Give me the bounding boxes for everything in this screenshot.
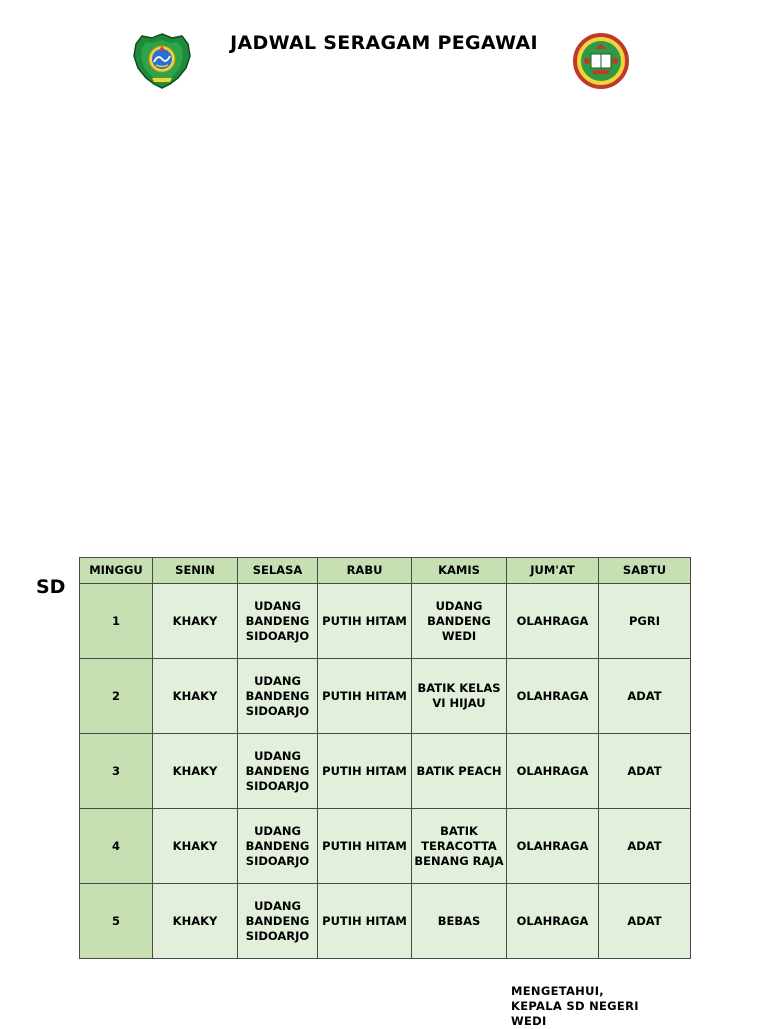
table-cell: BATIK PEACH xyxy=(412,734,507,809)
table-cell: ADAT xyxy=(599,884,691,959)
week-number-cell: 3 xyxy=(80,734,153,809)
table-cell: UDANG BANDENG SIDOARJO xyxy=(238,734,318,809)
table-cell: BATIK KELAS VI HIJAU xyxy=(412,659,507,734)
table-cell: KHAKY xyxy=(153,584,238,659)
table-cell: OLAHRAGA xyxy=(507,809,599,884)
acknowledgement-text: MENGETAHUI, xyxy=(511,984,604,998)
table-cell: UDANG BANDENG SIDOARJO xyxy=(238,659,318,734)
table-cell: UDANG BANDENG SIDOARJO xyxy=(238,584,318,659)
column-header: SENIN xyxy=(153,558,238,584)
column-header: SABTU xyxy=(599,558,691,584)
table-cell: ADAT xyxy=(599,809,691,884)
table-cell: OLAHRAGA xyxy=(507,659,599,734)
column-header: RABU xyxy=(318,558,412,584)
table-cell: PGRI xyxy=(599,584,691,659)
table-row xyxy=(80,659,691,734)
week-number-cell: 1 xyxy=(80,584,153,659)
table-cell: KHAKY xyxy=(153,809,238,884)
table-cell: PUTIH HITAM xyxy=(318,659,412,734)
table-cell: BEBAS xyxy=(412,884,507,959)
table-cell: OLAHRAGA xyxy=(507,584,599,659)
table-row xyxy=(80,734,691,809)
signatory-title: KEPALA SD NEGERI xyxy=(511,999,639,1013)
page-title: JADWAL SERAGAM PEGAWAI xyxy=(230,32,538,54)
table-cell: OLAHRAGA xyxy=(507,884,599,959)
column-header: JUM'AT xyxy=(507,558,599,584)
table-cell: PUTIH HITAM xyxy=(318,584,412,659)
table-cell: UDANG BANDENG SIDOARJO xyxy=(238,884,318,959)
column-header: SELASA xyxy=(238,558,318,584)
column-header: MINGGU xyxy=(80,558,153,584)
section-label: SD xyxy=(36,576,66,598)
school-emblem-icon xyxy=(573,33,629,89)
week-number-cell: 2 xyxy=(80,659,153,734)
column-header: KAMIS xyxy=(412,558,507,584)
table-cell: PUTIH HITAM xyxy=(318,809,412,884)
table-cell: KHAKY xyxy=(153,659,238,734)
table-cell: PUTIH HITAM xyxy=(318,734,412,809)
signature-block xyxy=(511,984,639,1029)
school-name: WEDI xyxy=(511,1014,547,1028)
week-number-cell: 5 xyxy=(80,884,153,959)
table-cell: ADAT xyxy=(599,734,691,809)
week-number-cell: 4 xyxy=(80,809,153,884)
uniform-schedule-table xyxy=(79,557,691,959)
table-cell: KHAKY xyxy=(153,734,238,809)
table-header-row xyxy=(80,558,691,584)
table-cell: UDANG BANDENG WEDI xyxy=(412,584,507,659)
table-row xyxy=(80,584,691,659)
table-cell: PUTIH HITAM xyxy=(318,884,412,959)
table-cell: KHAKY xyxy=(153,884,238,959)
table-cell: BATIK TERACOTTA BENANG RAJA xyxy=(412,809,507,884)
table-cell: OLAHRAGA xyxy=(507,734,599,809)
table-row xyxy=(80,884,691,959)
table-row xyxy=(80,809,691,884)
table-cell: UDANG BANDENG SIDOARJO xyxy=(238,809,318,884)
table-cell: ADAT xyxy=(599,659,691,734)
